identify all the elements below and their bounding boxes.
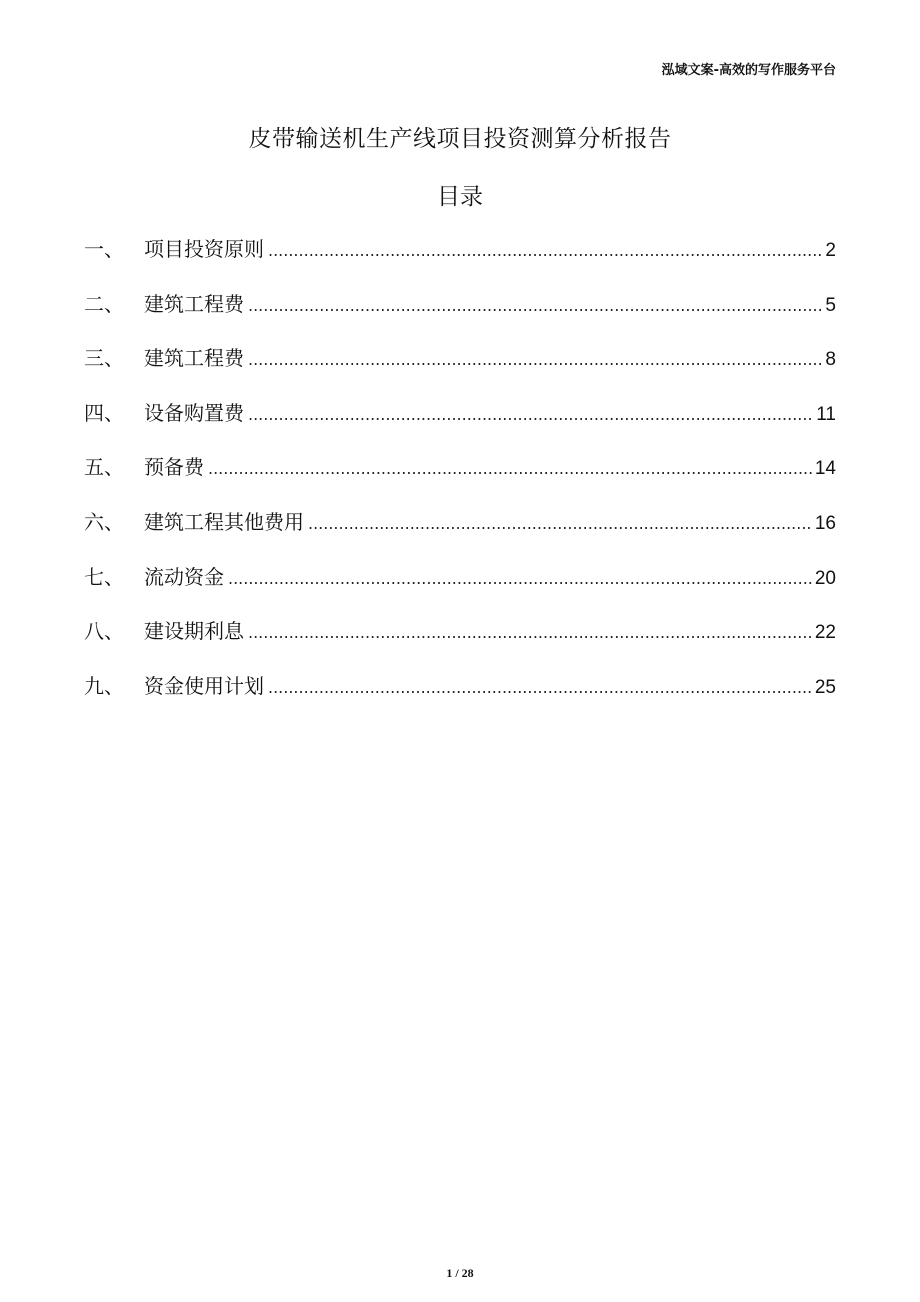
toc-dot-leader xyxy=(268,241,823,260)
toc-entry-label: 流动资金 xyxy=(144,564,224,589)
toc-entry-number: 一、 xyxy=(84,237,124,261)
toc-entry-page: 20 xyxy=(814,567,836,589)
toc-entry[interactable] xyxy=(84,397,836,452)
toc-entry-label: 预备费 xyxy=(144,455,204,480)
toc-entry-label: 设备购置费 xyxy=(144,400,244,425)
toc-entry-label: 建筑工程费 xyxy=(144,346,244,371)
toc-entry-number: 五、 xyxy=(84,455,124,480)
toc-dot-leader xyxy=(248,296,823,315)
toc-entry-number: 七、 xyxy=(84,564,124,589)
toc-entry-number: 九、 xyxy=(84,673,124,698)
toc-entry[interactable] xyxy=(84,615,836,670)
toc-dot-leader xyxy=(228,569,813,588)
toc-entry[interactable] xyxy=(84,342,836,397)
toc-entry-page: 22 xyxy=(814,622,836,644)
toc-entry-page: 11 xyxy=(816,403,836,425)
toc-entry[interactable] xyxy=(84,233,836,288)
toc-entry[interactable] xyxy=(84,506,836,561)
toc-entry-number: 三、 xyxy=(84,346,124,371)
toc-entry-label: 资金使用计划 xyxy=(144,673,264,698)
header-brand-text: 泓域文案-高效的写作服务平台 xyxy=(661,63,836,78)
toc-dot-leader xyxy=(248,405,814,424)
toc-entry[interactable] xyxy=(84,288,836,343)
toc-entry-page: 16 xyxy=(814,512,836,534)
toc-entry-number: 六、 xyxy=(84,509,124,534)
toc-entry-number: 二、 xyxy=(84,291,124,316)
toc-heading: 目录 xyxy=(437,184,483,210)
toc-entry-page: 2 xyxy=(825,240,836,261)
toc-dot-leader xyxy=(308,514,813,533)
toc-dot-leader xyxy=(248,350,823,369)
page-number-indicator: 1 / 28 xyxy=(446,1266,474,1280)
toc-dot-leader xyxy=(208,459,813,478)
toc-entry-page: 8 xyxy=(825,349,836,371)
toc-dot-leader xyxy=(248,623,813,642)
toc-entry[interactable] xyxy=(84,561,836,616)
toc-entry-page: 14 xyxy=(814,458,836,480)
toc-entry-label: 项目投资原则 xyxy=(144,237,264,261)
toc-entry-label: 建筑工程其他费用 xyxy=(144,509,304,534)
table-of-contents xyxy=(84,233,836,724)
toc-entry-label: 建设期利息 xyxy=(144,619,244,644)
toc-entry-page: 25 xyxy=(814,676,836,698)
toc-entry[interactable] xyxy=(84,451,836,506)
document-title: 皮带输送机生产线项目投资测算分析报告 xyxy=(248,126,672,152)
toc-dot-leader xyxy=(268,678,813,697)
toc-entry-number: 四、 xyxy=(84,400,124,425)
toc-entry-label: 建筑工程费 xyxy=(144,291,244,316)
toc-entry-page: 5 xyxy=(825,294,836,316)
toc-entry[interactable] xyxy=(84,670,836,725)
toc-entry-number: 八、 xyxy=(84,619,124,644)
